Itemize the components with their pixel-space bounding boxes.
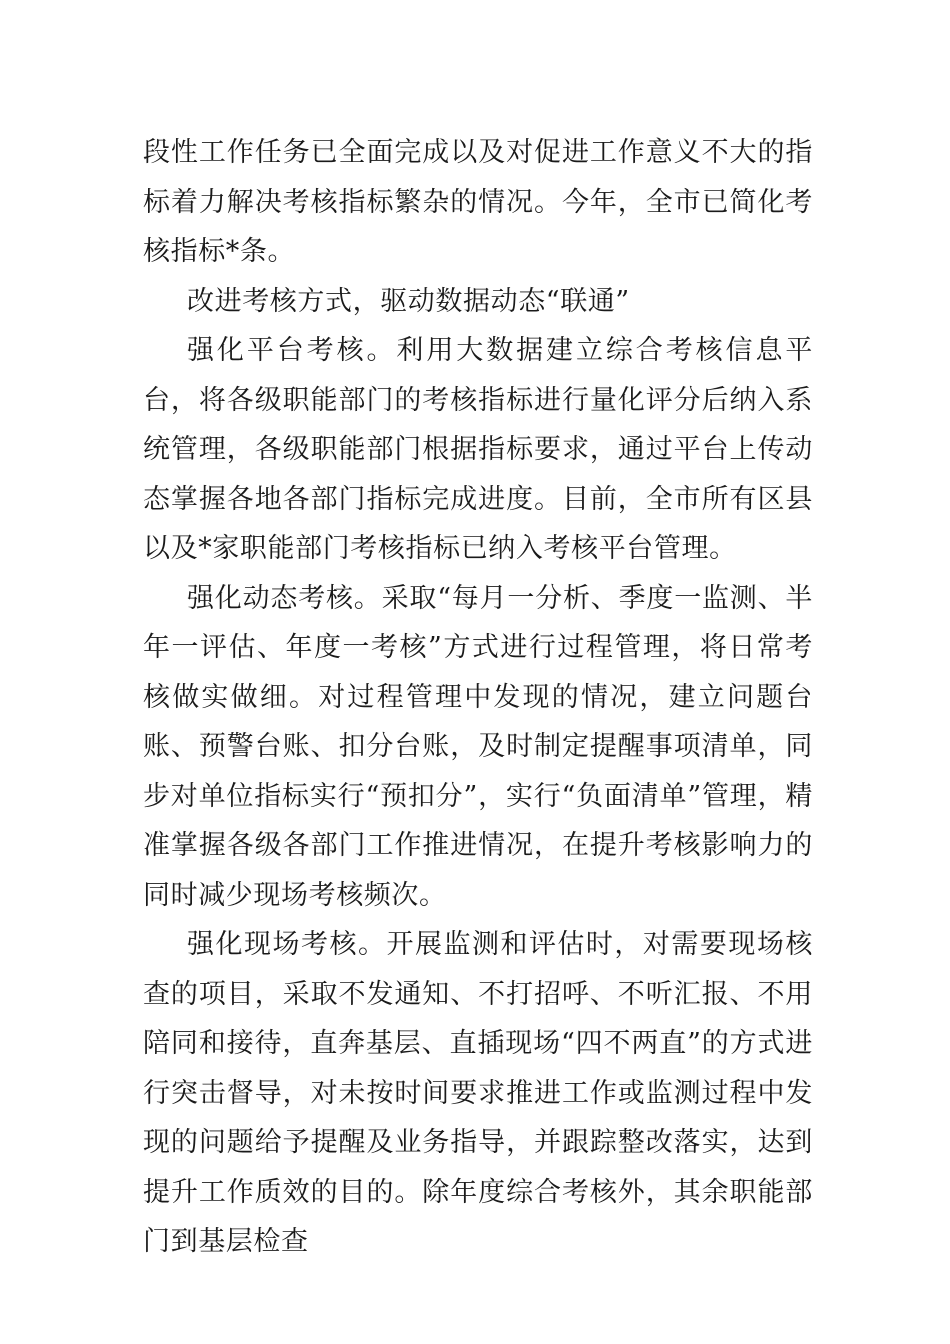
paragraph-platform-assessment: 强化平台考核。利用大数据建立综合考核信息平台，将各级职能部门的考核指标进行量化评分后纳入系统管理，各级职能部门根据指标要求，通过平台上传动态掌握各地各部门指标完成进度。目前，全市所有区县以及*家职能部门考核指标已纳入考核平台管理。: [143, 335, 813, 564]
document-body: [143, 128, 813, 1267]
section-heading: 改进考核方式，驱动数据动态“联通”: [187, 285, 630, 317]
paragraph-onsite-assessment: 强化现场考核。开展监测和评估时，对需要现场核查的项目，采取不发通知、不打招呼、不听汇报、不用陪同和接待，直奔基层、直插现场“四不两直”的方式进行突击督导，对未按时间要求推进工作或监测过程中发现的问题给予提醒及业务指导，并跟踪整改落实，达到提升工作质效的目的。除年度综合考核外，其余职能部门到基层检查: [143, 929, 813, 1257]
paragraph-continuation: 段性工作任务已全面完成以及对促进工作意义不大的指标着力解决考核指标繁杂的情况。今年，全市已简化考核指标*条。: [143, 137, 813, 267]
paragraph-dynamic-assessment: 强化动态考核。采取“每月一分析、季度一监测、半年一评估、年度一考核”方式进行过程管理，将日常考核做实做细。对过程管理中发现的情况，建立问题台账、预警台账、扣分台账，及时制定提醒事项清单，同步对单位指标实行“预扣分”，实行“负面清单”管理，精准掌握各级各部门工作推进情况，在提升考核影响力的同时减少现场考核频次。: [143, 582, 813, 911]
